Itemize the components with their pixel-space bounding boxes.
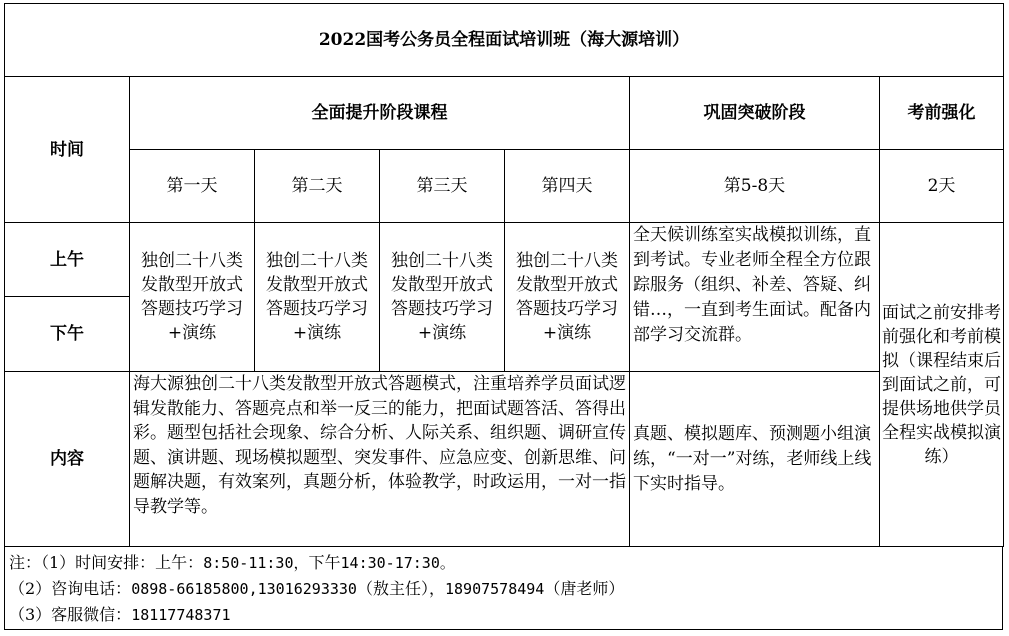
content-label: 内容 [5,372,130,547]
phase3-description: 面试之前安排考前强化和考前模拟（课程结束后到面试之前，可提供场地供学员全程实战模拟演练） [880,223,1004,547]
table-title: 2022国考公务员全程面试培训班（海大源培训） [5,4,1004,77]
phase1-content: 海大源独创二十八类发散型开放式答题模式，注重培养学员面试逻辑发散能力、答题亮点和举一反三的能力，把面试题答活、答得出彩。题型包括社会现象、综合分析、人际关系、组织题、调研宣传题、演讲题、现场模拟题型、突发事件、应急应变、创新思维、问题解决题，有效案列，真题分析，体验教学，时政运用，一对一指导教学等。 [130,372,630,547]
schedule-table [4,3,1004,547]
day3-class-cell: 独创二十八类 发散型开放式 答题技巧学习 +演练 [380,223,505,372]
day2-class-cell: 独创二十八类 发散型开放式 答题技巧学习 +演练 [255,223,380,372]
day3-header: 第三天 [380,150,505,223]
day5-8-header: 第5-8天 [630,150,880,223]
afternoon-label: 下午 [5,297,130,372]
phase3-header: 考前强化 [880,77,1004,150]
phase2-schedule: 全天候训练室实战模拟训练，直到考试。专业老师全程全方位跟踪服务（组织、补差、答疑、纠错…，一直到考生面试。配备内部学习交流群。 [630,223,880,372]
note-phone: （2）咨询电话：0898-66185800,13016293330（敖主任），18907578494（唐老师） [9,579,625,598]
notes-section [4,546,1003,630]
note-time: 注：（1）时间安排：上午：8:50-11:30，下午14:30-17:30。 [9,553,455,572]
phase2-content: 真题、模拟题库、预测题小组演练，“一对一”对练，老师线上线下实时指导。 [630,372,880,547]
day1-header: 第一天 [130,150,255,223]
final-days-header: 2天 [880,150,1004,223]
day4-class-cell: 独创二十八类 发散型开放式 答题技巧学习 +演练 [505,223,630,372]
time-header: 时间 [5,77,130,223]
day1-class-cell: 独创二十八类 发散型开放式 答题技巧学习 +演练 [130,223,255,372]
morning-label: 上午 [5,223,130,297]
phase1-header: 全面提升阶段课程 [130,77,630,150]
day4-header: 第四天 [505,150,630,223]
phase2-header: 巩固突破阶段 [630,77,880,150]
note-wechat: （3）客服微信：18117748371 [9,605,231,624]
day2-header: 第二天 [255,150,380,223]
